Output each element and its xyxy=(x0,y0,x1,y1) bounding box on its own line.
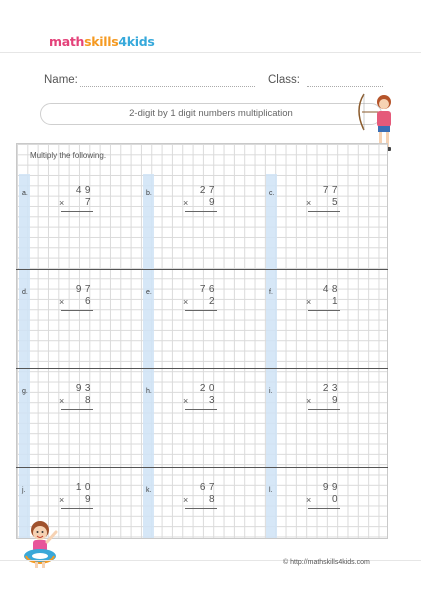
problem-label: a. xyxy=(22,190,28,197)
times-sign: × xyxy=(306,495,312,505)
times-sign: × xyxy=(183,198,189,208)
multiplier: 6 xyxy=(84,296,94,307)
problem-label: h. xyxy=(146,388,152,395)
row-separator xyxy=(16,467,388,468)
problem-label: e. xyxy=(146,289,152,296)
answer-line[interactable] xyxy=(61,508,93,509)
multiplicand: 77 xyxy=(322,185,341,196)
times-sign: × xyxy=(59,297,65,307)
problem-label: d. xyxy=(22,289,28,296)
times-sign: × xyxy=(306,297,312,307)
multiplier: 2 xyxy=(208,296,218,307)
row-separator xyxy=(16,269,388,270)
multiplier: 5 xyxy=(331,197,341,208)
multiplier: 8 xyxy=(84,395,94,406)
times-sign: × xyxy=(59,396,65,406)
problem-label: j. xyxy=(22,487,26,494)
multiplier: 3 xyxy=(208,395,218,406)
problem-label: l. xyxy=(269,487,273,494)
column-strip-2 xyxy=(143,174,154,538)
logo-part-math: math xyxy=(49,34,85,49)
multiplicand: 76 xyxy=(199,284,218,295)
multiplier: 9 xyxy=(208,197,218,208)
multiplicand: 20 xyxy=(199,383,218,394)
multiplicand: 99 xyxy=(322,482,341,493)
answer-line[interactable] xyxy=(308,409,340,410)
logo-part-skills: skills xyxy=(84,34,119,49)
multiplier: 9 xyxy=(331,395,341,406)
copyright-link[interactable]: © http://mathskills4kids.com xyxy=(283,559,370,566)
times-sign: × xyxy=(306,396,312,406)
times-sign: × xyxy=(183,396,189,406)
kid-swim-ring-icon xyxy=(18,518,62,570)
site-logo xyxy=(49,36,155,49)
multiplier: 1 xyxy=(331,296,341,307)
answer-line[interactable] xyxy=(308,508,340,509)
multiplicand: 67 xyxy=(199,482,218,493)
instructions: Multiply the following. xyxy=(30,151,107,160)
class-label: Class: xyxy=(268,74,300,86)
problem-label: k. xyxy=(146,487,152,494)
multiplicand: 49 xyxy=(75,185,94,196)
name-label: Name: xyxy=(44,74,78,86)
times-sign: × xyxy=(183,297,189,307)
multiplier: 7 xyxy=(84,197,94,208)
problem-label: f. xyxy=(269,289,273,296)
column-strip-3 xyxy=(266,174,277,538)
answer-line[interactable] xyxy=(308,211,340,212)
answer-line[interactable] xyxy=(185,409,217,410)
answer-line[interactable] xyxy=(185,211,217,212)
row-separator xyxy=(16,368,388,369)
times-sign: × xyxy=(59,495,65,505)
name-field[interactable] xyxy=(80,86,255,87)
problem-label: c. xyxy=(269,190,275,197)
worksheet-title: 2-digit by 1 digit numbers multiplication xyxy=(129,108,293,119)
multiplier: 0 xyxy=(331,494,341,505)
multiplicand: 23 xyxy=(322,383,341,394)
answer-line[interactable] xyxy=(185,310,217,311)
multiplicand: 27 xyxy=(199,185,218,196)
times-sign: × xyxy=(306,198,312,208)
answer-line[interactable] xyxy=(185,508,217,509)
multiplicand: 97 xyxy=(75,284,94,295)
answer-line[interactable] xyxy=(61,310,93,311)
multiplier: 8 xyxy=(208,494,218,505)
times-sign: × xyxy=(183,495,189,505)
multiplicand: 93 xyxy=(75,383,94,394)
multiplicand: 48 xyxy=(322,284,341,295)
answer-line[interactable] xyxy=(308,310,340,311)
answer-line[interactable] xyxy=(61,211,93,212)
times-sign: × xyxy=(59,198,65,208)
column-strip-1 xyxy=(19,174,30,538)
problem-label: g. xyxy=(22,388,28,395)
multiplier: 9 xyxy=(84,494,94,505)
multiplicand: 10 xyxy=(75,482,94,493)
answer-line[interactable] xyxy=(61,409,93,410)
class-field[interactable] xyxy=(307,86,383,87)
problem-label: b. xyxy=(146,190,152,197)
logo-part-4kids: 4kids xyxy=(118,34,155,49)
problem-label: i. xyxy=(269,388,273,395)
header-divider xyxy=(0,52,421,53)
